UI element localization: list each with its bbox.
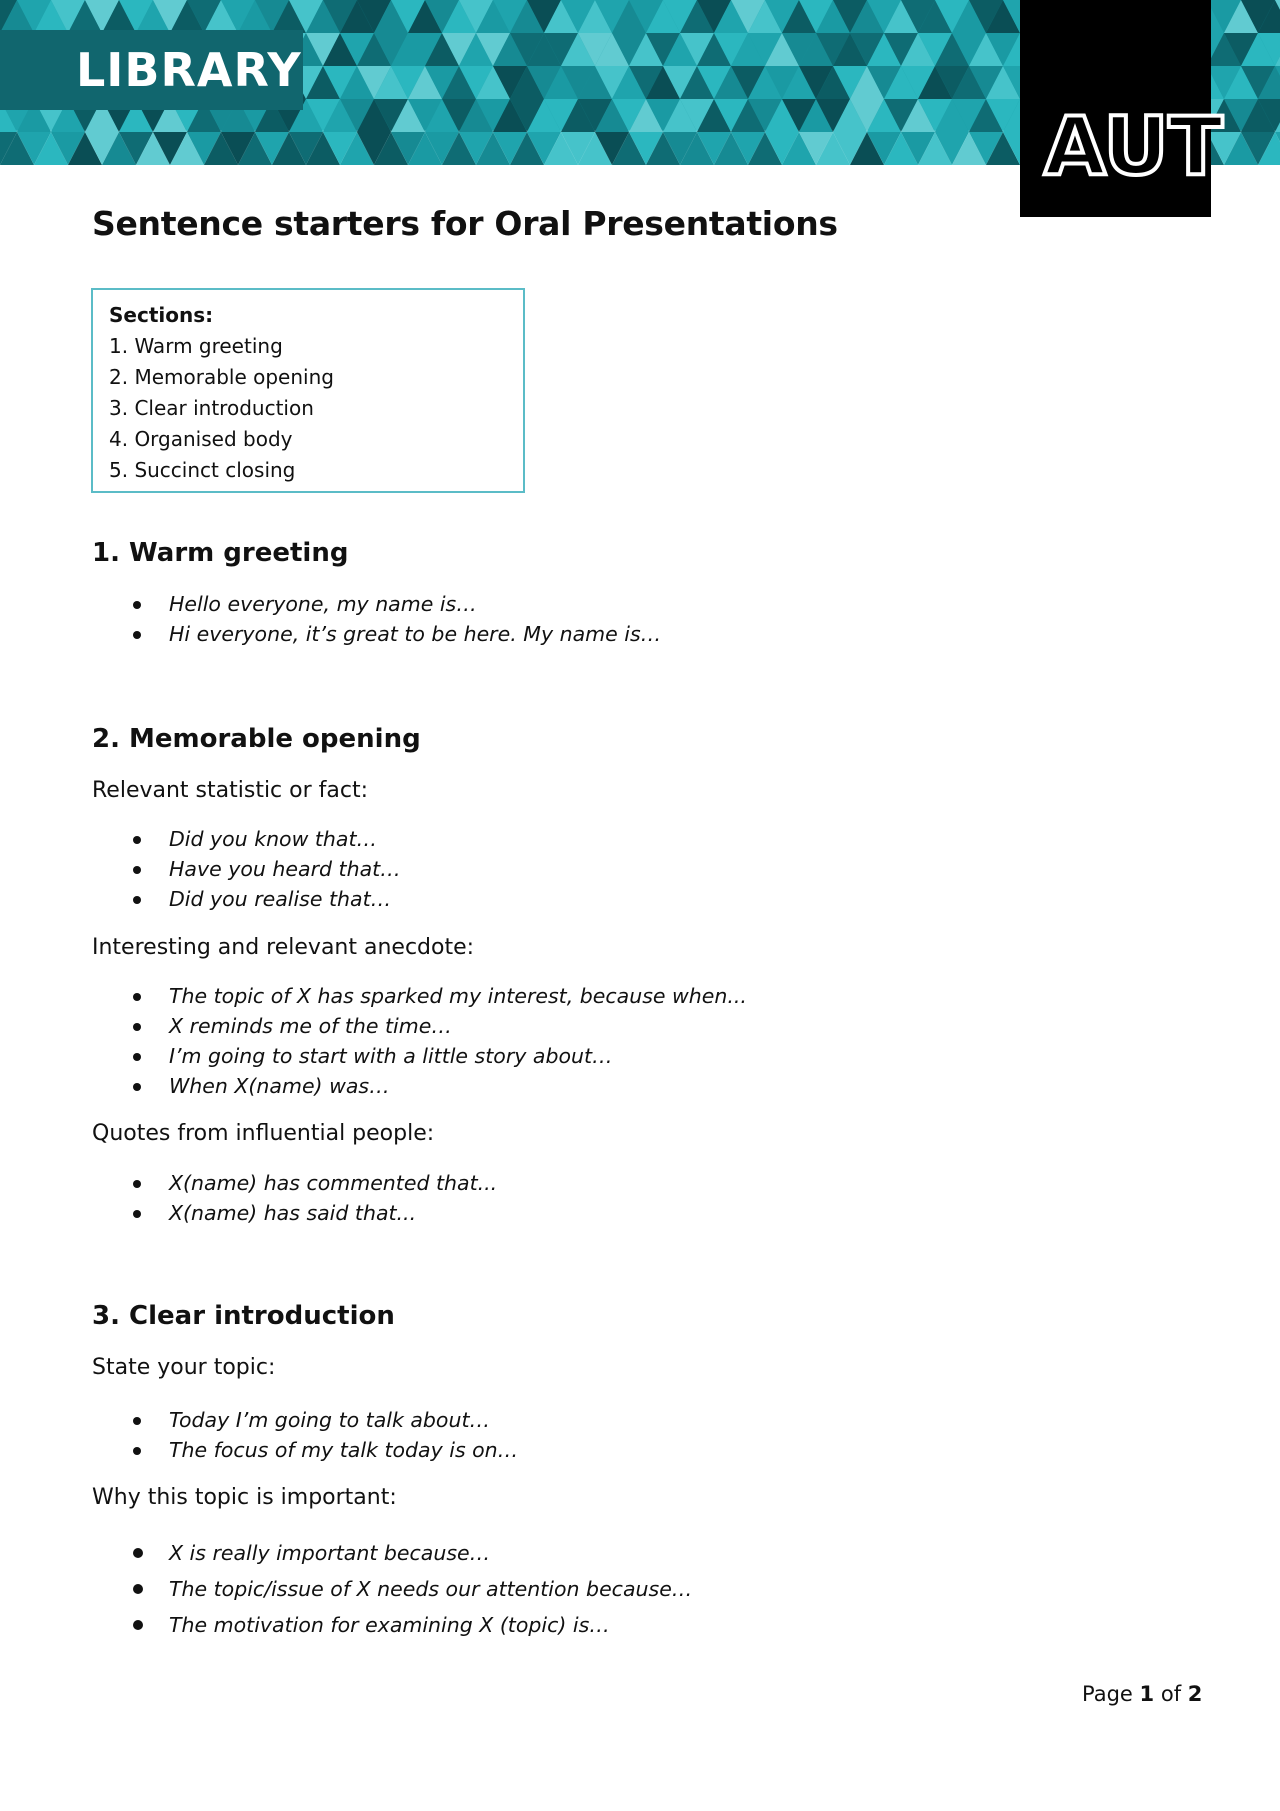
list-item: X reminds me of the time… <box>0 1011 747 1041</box>
of-word: of <box>1160 1682 1182 1706</box>
group-label: State your topic: <box>92 1355 276 1380</box>
list-item: X is really important because… <box>0 1535 692 1571</box>
page-word: Page <box>1082 1682 1133 1706</box>
sections-item: 1. Warm greeting <box>109 334 283 358</box>
library-label: LIBRARY <box>76 43 302 97</box>
group-label: Relevant statistic or fact: <box>92 778 368 803</box>
aut-logo <box>1020 0 1223 217</box>
list-item: Have you heard that… <box>0 854 401 884</box>
list-item: Did you realise that… <box>0 884 401 914</box>
list-item: The topic of X has sparked my interest, because when... <box>0 981 747 1011</box>
list-item: Today I’m going to talk about… <box>0 1405 518 1435</box>
list-item: The focus of my talk today is on… <box>0 1435 518 1465</box>
bullet-list <box>0 981 747 1101</box>
list-item: X(name) has commented that... <box>0 1168 497 1198</box>
sections-item: 2. Memorable opening <box>109 365 334 389</box>
bullet-list <box>0 1168 497 1228</box>
list-item: Hello everyone, my name is… <box>0 589 661 619</box>
current-page: 1 <box>1139 1682 1155 1706</box>
sections-box <box>91 288 525 493</box>
section-heading-warm-greeting: 1. Warm greeting <box>92 538 349 568</box>
list-item: The motivation for examining X (topic) is… <box>0 1607 692 1643</box>
list-item: The topic/issue of X needs our attention because… <box>0 1571 692 1607</box>
sections-item: 5. Succinct closing <box>109 458 296 482</box>
list-item: Did you know that… <box>0 824 401 854</box>
aut-logo-text: AUT <box>1044 100 1223 193</box>
list-item: I’m going to start with a little story about… <box>0 1041 747 1071</box>
total-pages: 2 <box>1187 1682 1203 1706</box>
group-label: Quotes from influential people: <box>92 1121 435 1146</box>
page-number <box>1082 1680 1202 1708</box>
list-item: Hi everyone, it’s great to be here. My name is… <box>0 619 661 649</box>
bullet-list <box>0 1535 692 1643</box>
bullet-list <box>0 824 401 914</box>
list-item: When X(name) was… <box>0 1071 747 1101</box>
sections-item: 3. Clear introduction <box>109 396 314 420</box>
section-heading-memorable-opening: 2. Memorable opening <box>92 724 421 754</box>
document-title: Sentence starters for Oral Presentations <box>92 204 838 243</box>
sections-item: 4. Organised body <box>109 427 293 451</box>
bullet-list <box>0 1405 518 1465</box>
bullet-list <box>0 589 661 649</box>
sections-heading: Sections: <box>109 303 214 327</box>
aut-logo-icon <box>1044 100 1223 193</box>
group-label: Interesting and relevant anecdote: <box>92 935 475 960</box>
list-item: X(name) has said that... <box>0 1198 497 1228</box>
group-label: Why this topic is important: <box>92 1485 397 1510</box>
section-heading-clear-introduction: 3. Clear introduction <box>92 1301 395 1331</box>
